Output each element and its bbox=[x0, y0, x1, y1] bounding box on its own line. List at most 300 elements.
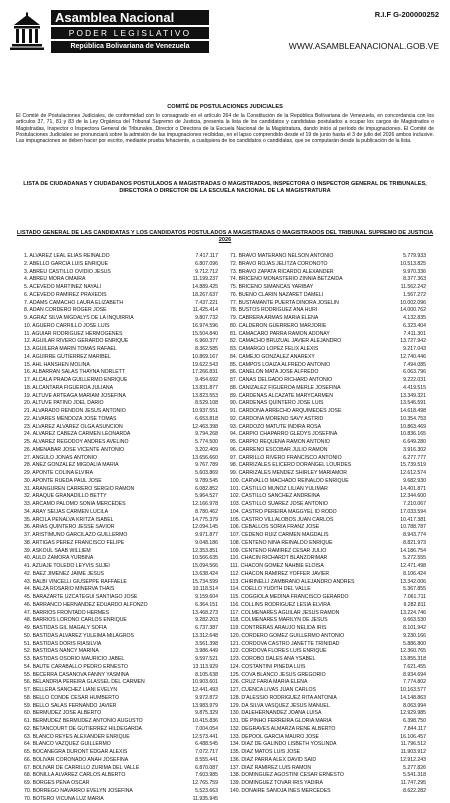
candidate-name: 118. COLMENARES MARILYN DE JESÚS bbox=[230, 617, 380, 625]
candidate-id-number: 15.094.566 bbox=[192, 563, 218, 571]
candidate-id-number: 10.118.514 bbox=[193, 586, 218, 594]
candidate-row bbox=[24, 369, 230, 377]
candidate-id-number: 12.360.765 bbox=[400, 648, 426, 656]
candidate-row bbox=[24, 772, 230, 780]
candidate-id-number: 5.272.555 bbox=[403, 555, 426, 563]
general-list-heading: LISTADO GENERAL DE LAS CANDIDATAS Y LOS CANDIDATOS POSTULADOS A MAGISTRADAS O MAGISTRADOS DEL TRIBUNAL SUPREMO DE JUSTICIA 2026 bbox=[16, 230, 434, 244]
candidate-id-number: 10.788.787 bbox=[400, 524, 426, 532]
candidate-name: 25. ÁLVAREZ REGODOY ANDRES AVELINO bbox=[24, 439, 176, 447]
candidate-row bbox=[24, 253, 230, 261]
candidate-name: 13. AGUILERA MARÍN TOMÁS RAFAEL bbox=[24, 346, 176, 354]
candidate-id-number: 12.166.978 bbox=[192, 501, 218, 509]
candidate-name: 140. DONAIRE SANOJA INES MERCEDES bbox=[230, 788, 380, 796]
candidate-id-number: 9.972.872 bbox=[195, 695, 218, 703]
candidate-id-number: 10.903.601 bbox=[192, 679, 218, 687]
candidate-row bbox=[230, 625, 438, 633]
candidate-name: 49. BASTIDAS GIL MAGALY SOFIA bbox=[24, 625, 176, 633]
candidate-row bbox=[230, 493, 438, 501]
candidate-name: 115. COGGIOLA MEDINA FRANCISCO GERARDO bbox=[230, 594, 380, 602]
candidate-id-number: 4.132.835 bbox=[403, 315, 426, 323]
candidate-id-number: 9.970.336 bbox=[403, 269, 426, 277]
candidate-name: 133. DEPOOL GARCIA MAURO JOSÉ bbox=[230, 734, 380, 742]
candidate-row bbox=[230, 586, 438, 594]
candidate-name: 93. CARDOZO MATUTE INDIRA ROSA bbox=[230, 424, 380, 432]
candidate-id-number: 14.401.871 bbox=[400, 486, 426, 494]
candidate-row bbox=[24, 331, 230, 339]
candidate-id-number: 13.546.591 bbox=[400, 400, 426, 408]
candidate-name: 35. ARCILA PEÑALVA KRITZA ISABEL bbox=[24, 517, 176, 525]
candidate-id-number: 9.597.521 bbox=[195, 656, 218, 664]
candidate-name: 102. CASTILLO SÁNCHEZ ANDREINA bbox=[230, 493, 380, 501]
candidate-row bbox=[24, 269, 230, 277]
candidate-row bbox=[230, 486, 438, 494]
candidate-row bbox=[24, 672, 230, 680]
candidate-row bbox=[24, 323, 230, 331]
candidate-name: 37. ARISTIMUÑO GARCILAZO GUILLERMO bbox=[24, 532, 176, 540]
candidate-name: 109. CENTENO RAMIREZ CESAR JULIO bbox=[230, 548, 380, 556]
candidate-name: 113. CHIRINELLI ZAMBRANO ALEJANDRO ANDRÉS bbox=[230, 579, 380, 587]
candidate-name: 78. BUSTOS RODRIGUEZ ANA HURI bbox=[230, 307, 380, 315]
candidate-name: 123. COROBO DALES ANA YSABEL bbox=[230, 656, 380, 664]
candidate-row bbox=[230, 323, 438, 331]
candidate-row bbox=[24, 610, 230, 618]
candidate-name: 18. ALCÁNTARA FIGUEROA JULIANA bbox=[24, 385, 176, 393]
candidate-name: 137. DIAZ RAMÍREZ LUIS RAMÓN bbox=[230, 765, 380, 773]
candidate-row bbox=[230, 331, 438, 339]
candidate-row bbox=[230, 548, 438, 556]
candidate-row bbox=[24, 780, 230, 788]
candidate-name: 82. CAMACHO BRUZUAL JAVIER ALEJANDRO bbox=[230, 338, 380, 346]
candidate-name: 94. CARPIO CHAPARRO GLEDYS JOSEFINA bbox=[230, 431, 380, 439]
candidate-id-number: 11.747.295 bbox=[401, 780, 426, 788]
legislative-palace-icon bbox=[7, 12, 47, 52]
candidate-name: 54. BAUTE CARABALLO PEDRO ERNESTO bbox=[24, 664, 176, 672]
candidate-id-number: 6.082.852 bbox=[195, 486, 218, 494]
candidate-name: 58. BELLO CONDE CESAR HUMBERTO bbox=[24, 695, 176, 703]
candidate-row bbox=[24, 548, 230, 556]
candidate-name: 106. CEBALLOS SORIA FRANZ JOSE bbox=[230, 524, 380, 532]
candidate-id-number: 13.638.424 bbox=[192, 571, 218, 579]
candidate-name: 128. D'ALESSIO RODRÍGUEZ RITA ANTONIA bbox=[230, 695, 380, 703]
candidate-name: 2. ABELLO GARCÍA LUIS ENRIQUE bbox=[24, 261, 176, 269]
candidate-name: 103. CASTILLO SUÁREZ JOSE ANTONIO bbox=[230, 501, 380, 509]
candidate-id-number: 7.072.717 bbox=[195, 749, 218, 757]
candidate-id-number: 13.823.553 bbox=[192, 393, 218, 401]
candidate-name: 52. BASTIDAS NANCY MARINA bbox=[24, 648, 176, 656]
candidate-name: 89. CARDENAS ALCAZATE MARYCARMEN bbox=[230, 393, 380, 401]
candidate-id-number: 8.780.462 bbox=[195, 509, 218, 517]
candidate-row bbox=[24, 486, 230, 494]
candidate-name: 51. BASTIDAS DORIS RIASILVIA bbox=[24, 641, 176, 649]
candidate-name: 91. CARDONA ARRECHO ARQUÍMEDES JOSÉ bbox=[230, 408, 380, 416]
candidate-name: 48. BARRIOS LOROÑO CARLOS ENRIQUE bbox=[24, 617, 176, 625]
candidate-row bbox=[24, 555, 230, 563]
candidate-id-number: 6.653.818 bbox=[195, 416, 218, 424]
candidate-row bbox=[24, 284, 230, 292]
candidate-row bbox=[24, 741, 230, 749]
candidate-id-number: 7.411.301 bbox=[404, 331, 427, 339]
candidate-id-number: 8.555.441 bbox=[195, 757, 218, 765]
candidate-row bbox=[230, 455, 438, 463]
candidate-row bbox=[230, 517, 438, 525]
candidate-row bbox=[24, 424, 230, 432]
candidate-id-number: 5.523.663 bbox=[195, 788, 218, 796]
candidate-row bbox=[24, 579, 230, 587]
candidate-row bbox=[230, 385, 438, 393]
candidate-name: 32. ARAQUE GRANADILLO BETTY bbox=[24, 493, 176, 501]
candidate-name: 100. CARVALLO MACHADO REINALDO ENRIQUE bbox=[230, 478, 380, 486]
candidate-name: 84. CAMEJO GONZÁLEZ ANAREXY bbox=[230, 354, 380, 362]
candidate-name: 56. BELANDRIA PEREIRA GLASSEL DEL CARMEN bbox=[24, 679, 176, 687]
candidate-id-number: 7.417.117 bbox=[196, 253, 219, 261]
candidate-id-number: 10.566.635 bbox=[192, 555, 218, 563]
candidate-row bbox=[24, 377, 230, 385]
candidate-id-number: 7.844.117 bbox=[404, 726, 427, 734]
candidate-id-number: 12.573.441 bbox=[192, 734, 218, 742]
candidate-id-number: 6.398.750 bbox=[403, 718, 426, 726]
document-header bbox=[5, 9, 445, 55]
candidate-row bbox=[230, 292, 438, 300]
candidate-name: 6. ACEVEDO RAMÍREZ PRAXEDIS bbox=[24, 292, 176, 300]
candidate-id-number: 8.821.973 bbox=[403, 540, 426, 548]
candidate-id-number: 10.415.836 bbox=[192, 718, 218, 726]
candidate-row bbox=[230, 439, 438, 447]
candidate-id-number: 5.541.318 bbox=[403, 772, 426, 780]
candidate-row bbox=[24, 625, 230, 633]
candidate-row bbox=[24, 470, 230, 478]
candidate-name: 121. CORDOVA CASTRO JANETTE TRINIDAD bbox=[230, 641, 380, 649]
candidate-row bbox=[230, 400, 438, 408]
candidate-name: 120. CORDERO GÓMEZ GUILLERMO ANTONIO bbox=[230, 633, 380, 641]
candidate-id-number: 9.971.877 bbox=[195, 532, 218, 540]
candidate-name: 136. DIAZ PARRA ALEX DAVID SAID bbox=[230, 757, 380, 765]
candidate-row bbox=[24, 734, 230, 742]
candidate-row bbox=[230, 594, 438, 602]
candidate-name: 8. ADAN CORDERO ROGER JOSE bbox=[24, 307, 176, 315]
candidate-id-number: 6.364.151 bbox=[195, 602, 218, 610]
candidate-id-number: 17.033.594 bbox=[400, 509, 426, 517]
candidate-id-number: 14.775.379 bbox=[192, 517, 218, 525]
candidate-id-number: 8.063.994 bbox=[403, 703, 426, 711]
candidate-id-number: 6.649.280 bbox=[403, 439, 426, 447]
candidate-id-number: 10.163.577 bbox=[400, 687, 426, 695]
candidate-id-number: 3.561.398 bbox=[195, 641, 218, 649]
candidate-name: 104. CASTRO PEREIRA MAGGYEL ID RODO bbox=[230, 509, 380, 517]
candidate-id-number: 5.367.855 bbox=[403, 586, 426, 594]
candidate-row bbox=[230, 718, 438, 726]
candidate-id-number: 16.106.457 bbox=[400, 734, 426, 742]
candidate-row bbox=[230, 749, 438, 757]
candidate-row bbox=[24, 354, 230, 362]
candidate-name: 28. AÑEZ GONZÁLEZ MIGDALIA MARÍA bbox=[24, 462, 176, 470]
candidate-id-number: 9.048.186 bbox=[195, 540, 218, 548]
candidate-name: 30. APONTE RUEDA PAUL JOSÉ bbox=[24, 478, 176, 486]
candidate-name: 5. ACEVEDO MARTINEZ NAYALI bbox=[24, 284, 176, 292]
candidate-row bbox=[24, 493, 230, 501]
candidate-id-number: 13.468.273 bbox=[192, 610, 218, 618]
candidate-name: 96. CARREÑO ESCOBAR JULIO RAMÓN bbox=[230, 447, 380, 455]
candidate-row bbox=[24, 447, 230, 455]
candidate-row bbox=[24, 586, 230, 594]
candidate-id-number: 9.794.268 bbox=[195, 431, 218, 439]
candidate-name: 27. ANGULO JONAS ANTONIO bbox=[24, 455, 176, 463]
candidate-row bbox=[230, 633, 438, 641]
candidate-row bbox=[24, 749, 230, 757]
candidate-row bbox=[24, 439, 230, 447]
candidate-row bbox=[24, 796, 230, 803]
candidate-name: 99. CARRIZALES MENDEZ SHIRLEY MARIAMOR bbox=[230, 470, 380, 478]
candidate-row bbox=[230, 780, 438, 788]
candidate-name: 129. DA SILVA VASQUEZ JESUS MANUEL bbox=[230, 703, 380, 711]
candidate-name: 122. CORDOVA FLORES LUIS ENRIQUE bbox=[230, 648, 380, 656]
candidate-row bbox=[230, 408, 438, 416]
candidate-row bbox=[24, 765, 230, 773]
candidate-row bbox=[230, 509, 438, 517]
candidate-name: 7. ADAMS CAMACHO LAURA ELIZABETH bbox=[24, 300, 176, 308]
candidate-id-number: 13.855.318 bbox=[400, 656, 426, 664]
institution-subtitle: PODER LEGISLATIVO bbox=[51, 27, 209, 39]
candidate-id-number: 9.767.789 bbox=[195, 462, 218, 470]
candidate-row bbox=[24, 315, 230, 323]
candidate-row bbox=[24, 703, 230, 711]
candidate-row bbox=[230, 648, 438, 656]
candidate-id-number: 9.230.166 bbox=[403, 633, 426, 641]
candidate-row bbox=[24, 338, 230, 346]
candidate-id-number: 13.113.929 bbox=[193, 664, 218, 672]
candidate-name: 119. CONTRERAS ARAUJO NELIDA IRIS bbox=[230, 625, 380, 633]
candidate-row bbox=[24, 633, 230, 641]
candidate-row bbox=[24, 400, 230, 408]
candidate-id-number: 18.267.637 bbox=[192, 292, 218, 300]
candidate-name: 108. CENTENO NIÑA REINALDO ENRIQUE bbox=[230, 540, 380, 548]
candidate-name: 69. BORGES PEÑA OSCAR bbox=[24, 780, 176, 788]
candidate-row bbox=[230, 300, 438, 308]
candidate-name: 10. AGÜERO CARRILLO JOSÉ LUIS bbox=[24, 323, 176, 331]
candidate-row bbox=[24, 455, 230, 463]
candidate-id-number: 19.622.543 bbox=[192, 362, 218, 370]
candidate-name: 34. ARAY SEIJAS CARMEN LUCILA bbox=[24, 509, 176, 517]
candidate-name: 24. ÁLVAREZ CABEZA CARMEN LEONARDA bbox=[24, 431, 176, 439]
candidate-name: 132. DEGRAVES ALMARZA RENÉ ALBERTO bbox=[230, 726, 380, 734]
candidate-row bbox=[24, 517, 230, 525]
candidate-id-number: 6.807.096 bbox=[195, 261, 218, 269]
candidate-name: 83. CAMARGO LOPEZ FELIX ALEXIS bbox=[230, 346, 380, 354]
candidate-id-number: 6.870.087 bbox=[195, 765, 218, 773]
candidate-name: 59. BELLO SALAS FERNANDO JAVIER bbox=[24, 703, 176, 711]
candidate-id-number: 11.796.512 bbox=[401, 741, 426, 749]
candidate-name: 23. ALVAREZ ÁLVAREZ OLGA ASUNCIÓN bbox=[24, 424, 176, 432]
candidate-row bbox=[230, 579, 438, 587]
candidate-name: 124. COSTANTINI PINEDA LUIS bbox=[230, 664, 380, 672]
candidate-id-number: 12.344.600 bbox=[400, 493, 426, 501]
candidate-id-number: 6.737.387 bbox=[195, 625, 218, 633]
candidate-row bbox=[24, 300, 230, 308]
candidate-name: 46. BARRANCO HERNANDEZ EDUARDO ALFONZO bbox=[24, 602, 176, 610]
candidate-name: 47. BARRIOS FRONTADO HERMES bbox=[24, 610, 176, 618]
candidate-id-number: 13.656.660 bbox=[192, 455, 218, 463]
candidate-name: 44. BALZA ROSARIO MINERVA THAIS bbox=[24, 586, 176, 594]
candidate-row bbox=[24, 571, 230, 579]
candidate-row bbox=[230, 431, 438, 439]
candidate-row bbox=[24, 385, 230, 393]
candidate-row bbox=[230, 555, 438, 563]
candidate-row bbox=[24, 509, 230, 517]
candidate-id-number: 7.061.711 bbox=[404, 594, 427, 602]
candidate-name: 64. BLANCO VAZQUEZ GUILLERMO bbox=[24, 741, 176, 749]
candidate-id-number: 6.277.777 bbox=[403, 455, 426, 463]
candidate-row bbox=[230, 269, 438, 277]
candidate-id-number: 9.217.043 bbox=[403, 346, 426, 354]
candidate-row bbox=[230, 741, 438, 749]
candidate-id-number: 4.419.515 bbox=[403, 385, 426, 393]
candidate-name: 19. ALTUVE ARTEAGA MARIAM JOSEFINA bbox=[24, 393, 176, 401]
candidate-row bbox=[24, 524, 230, 532]
candidate-id-number: 8.934.694 bbox=[403, 672, 426, 680]
candidate-id-number: 9.682.930 bbox=[403, 478, 426, 486]
candidate-id-number: 15.734.599 bbox=[192, 579, 218, 587]
candidate-id-number: 13.349.321 bbox=[400, 393, 426, 401]
candidate-name: 36. ARIAS QUINTERO JESSE SAVIOR bbox=[24, 524, 176, 532]
candidate-name: 97. CARRILLO RIVERO FRANCISCO ANTONIO bbox=[230, 455, 380, 463]
candidate-name: 72. BRAVO ROJAS JELITZA CORONOTO bbox=[230, 261, 380, 269]
candidate-row bbox=[24, 276, 230, 284]
candidate-name: 3. ABREU CASTILLO OVIDIO JESUS bbox=[24, 269, 176, 277]
candidate-id-number: 12.094.145 bbox=[192, 524, 218, 532]
candidate-row bbox=[230, 757, 438, 765]
candidate-name: 42. BAEZ JIMENEZ JAIME JESUS bbox=[24, 571, 176, 579]
candidate-row bbox=[230, 540, 438, 548]
candidate-id-number: 11.562.242 bbox=[401, 284, 426, 292]
candidate-name: 88. CAÑIZALEZ FIGUEROA MERLE JOSEFINA bbox=[230, 385, 380, 393]
candidate-name: 65. BOCANEGRA DURONT EDGAR ALEXIS bbox=[24, 749, 176, 757]
candidate-row bbox=[230, 734, 438, 742]
candidate-id-number: 10.513.825 bbox=[400, 261, 426, 269]
candidate-name: 68. BONILLA ALVAREZ CARLOS ALBERTO bbox=[24, 772, 176, 780]
candidate-id-number: 8.106.424 bbox=[403, 571, 426, 579]
candidate-name: 50. BASTIDAS ALVAREZ YULEIMA MILAGROS bbox=[24, 633, 176, 641]
candidate-id-number: 8.943.774 bbox=[403, 532, 426, 540]
candidate-id-number: 3.986.449 bbox=[195, 648, 218, 656]
candidate-id-number: 7.603.985 bbox=[195, 772, 218, 780]
candidate-name: 63. BLANCO REYES ALEXANDER ENRIQUE bbox=[24, 734, 176, 742]
candidate-id-number: 9.875.329 bbox=[195, 710, 218, 718]
candidate-id-number: 5.779.933 bbox=[403, 253, 426, 261]
candidate-column-left bbox=[24, 253, 230, 803]
candidate-name: 38. ARTIGAS PÉREZ FRANCISCO FELIPE bbox=[24, 540, 176, 548]
candidate-row bbox=[24, 641, 230, 649]
candidate-row bbox=[230, 710, 438, 718]
candidate-name: 117. COLMENARES AGUILAR JESÚS RAMÓN bbox=[230, 610, 380, 618]
candidate-id-number: 9.807.732 bbox=[195, 315, 218, 323]
candidate-row bbox=[230, 346, 438, 354]
candidate-name: 40. AULD ZAMORA YURBINA bbox=[24, 555, 176, 563]
candidate-row bbox=[230, 362, 438, 370]
candidate-row bbox=[230, 656, 438, 664]
candidate-id-number: 5.603.869 bbox=[195, 470, 218, 478]
candidate-id-number: 10.836.165 bbox=[400, 431, 426, 439]
candidate-row bbox=[24, 664, 230, 672]
candidate-row bbox=[24, 362, 230, 370]
candidate-id-number: 7.210.067 bbox=[403, 501, 426, 509]
candidate-row bbox=[24, 416, 230, 424]
candidate-row bbox=[230, 307, 438, 315]
candidate-name: 11. AGUIAR RODRIGUEZ HERMOGENES bbox=[24, 331, 176, 339]
candidate-row bbox=[230, 377, 438, 385]
republic-name: República Bolivariana de Venezuela bbox=[51, 41, 209, 53]
candidate-row bbox=[230, 687, 438, 695]
candidate-name: 12. AGUILAR RIVERO GERARDO ENRIQUE bbox=[24, 338, 176, 346]
candidate-row bbox=[230, 610, 438, 618]
candidate-name: 26. AMENABAR JOSÉ VICENTE ANTONIO bbox=[24, 447, 176, 455]
candidate-row bbox=[24, 617, 230, 625]
candidate-row bbox=[24, 540, 230, 548]
candidate-id-number: 13.312.648 bbox=[192, 633, 218, 641]
candidate-name: 138. DOMINGUEZ AGOSTINI CESAR ERNESTO bbox=[230, 772, 380, 780]
candidate-name: 125. COVA BLANCO JESUS GREGORIO bbox=[230, 672, 380, 680]
candidate-id-number: 5.886.800 bbox=[403, 641, 426, 649]
candidate-row bbox=[24, 478, 230, 486]
candidate-row bbox=[230, 369, 438, 377]
candidate-row bbox=[24, 462, 230, 470]
candidate-id-number: 11.903.912 bbox=[401, 749, 426, 757]
candidate-row bbox=[230, 563, 438, 571]
candidate-name: 20. ALTUVE PATIÑO JOEL DARIO bbox=[24, 400, 176, 408]
candidate-row bbox=[230, 532, 438, 540]
candidate-id-number: 1.567.272 bbox=[403, 292, 426, 300]
candidate-row bbox=[230, 354, 438, 362]
comite-title: COMITÉ DE POSTULACIONES JUDICIALES bbox=[0, 104, 450, 110]
candidate-row bbox=[230, 424, 438, 432]
candidate-row bbox=[24, 602, 230, 610]
candidate-id-number: 3.202.409 bbox=[195, 447, 218, 455]
candidate-name: 16. ALBARRAN SALAS THAYNA NORLETT bbox=[24, 369, 176, 377]
candidate-id-number: 14.186.754 bbox=[400, 548, 426, 556]
candidate-name: 139. DOMINGUEZ TOVAR IRIS YADIRA bbox=[230, 780, 380, 788]
candidate-name: 135. DIAZ MATOS LUIS JOSÉ bbox=[230, 749, 380, 757]
candidate-name: 130. DALEHERNANDEZ JOANA LUISA bbox=[230, 710, 380, 718]
candidate-row bbox=[24, 431, 230, 439]
candidate-row bbox=[230, 470, 438, 478]
candidate-row bbox=[230, 672, 438, 680]
candidate-name: 75. BRICEÑO SIMANCAS YARIBAY bbox=[230, 284, 380, 292]
candidate-id-number: 6.960.377 bbox=[195, 338, 218, 346]
candidate-name: 101. CASTILLO MUÑOZ LILIAN YULIMAR bbox=[230, 486, 380, 494]
candidate-id-number: 9.663.530 bbox=[403, 617, 426, 625]
candidate-row bbox=[230, 261, 438, 269]
candidate-id-number: 14.000.762 bbox=[400, 307, 426, 315]
candidate-id-number: 10.417.381 bbox=[400, 517, 426, 525]
candidate-id-number: 8.362.585 bbox=[195, 346, 218, 354]
candidate-id-number: 9.454.692 bbox=[195, 377, 218, 385]
candidate-name: 74. BRICEÑO MONASTERIO ZINNIA BETZAIDA bbox=[230, 276, 380, 284]
candidate-id-number: 15.504.840 bbox=[192, 331, 218, 339]
candidate-name: 33. ARCAMO PALOMO SONIA MERCEDES bbox=[24, 501, 176, 509]
candidate-row bbox=[230, 641, 438, 649]
candidate-name: 4. ABREU MORA OMAIRA bbox=[24, 276, 176, 284]
candidate-id-number: 10.869.167 bbox=[192, 354, 218, 362]
candidate-row bbox=[230, 447, 438, 455]
candidate-name: 111. CHACON GOMEZ NAHBIE ELOISA bbox=[230, 563, 380, 571]
candidate-name: 67. BOLIVAR DE CARRILLO ZURIMA DEL VALLE bbox=[24, 765, 176, 773]
candidate-id-number: 3.916.302 bbox=[403, 447, 426, 455]
candidate-id-number: 5.964.527 bbox=[195, 493, 218, 501]
candidate-id-number: 8.105.638 bbox=[195, 672, 218, 680]
candidate-name: 29. APONTE COLINA ELVIRA bbox=[24, 470, 176, 478]
candidate-id-number: 5.277.826 bbox=[403, 765, 426, 773]
candidate-row bbox=[24, 788, 230, 796]
candidate-name: 57. BELLERA SANCHEZ LIANI EVELYN bbox=[24, 687, 176, 695]
candidate-row bbox=[230, 617, 438, 625]
